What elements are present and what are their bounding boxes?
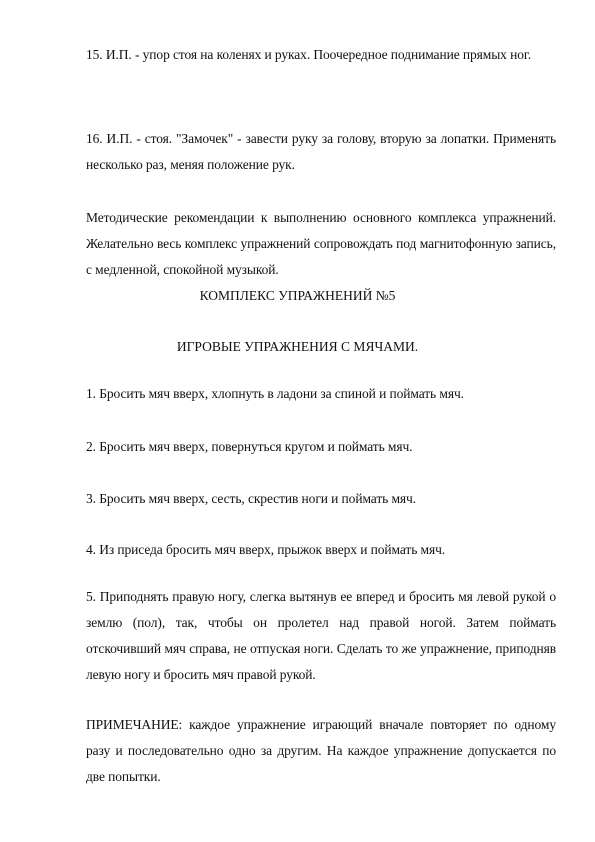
list-item: 2. Бросить мяч вверх, повернуться кругом и поймать мяч. (86, 439, 413, 454)
list-item: 3. Бросить мяч вверх, сесть, скрестив ноги и поймать мяч. (86, 491, 416, 506)
methodical-recommendations-paragraph: Методические рекомендации к выполнению основного комплекса упражнений. Желательно весь комплекс упражнений сопровождать под магнитофонную запись, с медленной, спокойной музыкой. (86, 210, 556, 277)
note-paragraph: ПРИМЕЧАНИЕ: каждое упражнение играющий вначале повторяет по одному разу и последовательно одно за другим. На каждое упражнение допускается по две попытки. (86, 717, 556, 784)
exercise-16-paragraph: 16. И.П. - стоя. "Замочек" - завести руку за голову, вторую за лопатки. Применять несколько раз, меняя положение рук. (86, 131, 556, 172)
complex-heading: КОМПЛЕКС УПРАЖНЕНИЙ №5 (199, 288, 396, 303)
exercise-15-paragraph: 15. И.П. - упор стоя на коленях и руках. Поочередное поднимание прямых ног. (86, 47, 532, 62)
list-item: 1. Бросить мяч вверх, хлопнуть в ладони за спиной и поймать мяч. (86, 386, 464, 401)
list-item: 5. Приподнять правую ногу, слегка вытянув ее вперед и бросить мя левой рукой о землю (пол), так, чтобы он пролетел над правой ногой. Затем поймать отскочивший мяч справа, не отпуская ноги. Сделать то же упражнение, приподняв левую ногу и бросить мяч правой рукой. (86, 589, 556, 682)
list-item: 4. Из приседа бросить мяч вверх, прыжок вверх и поймать мяч. (86, 542, 446, 557)
ball-games-heading: ИГРОВЫЕ УПРАЖНЕНИЯ С МЯЧАМИ. (176, 339, 419, 354)
